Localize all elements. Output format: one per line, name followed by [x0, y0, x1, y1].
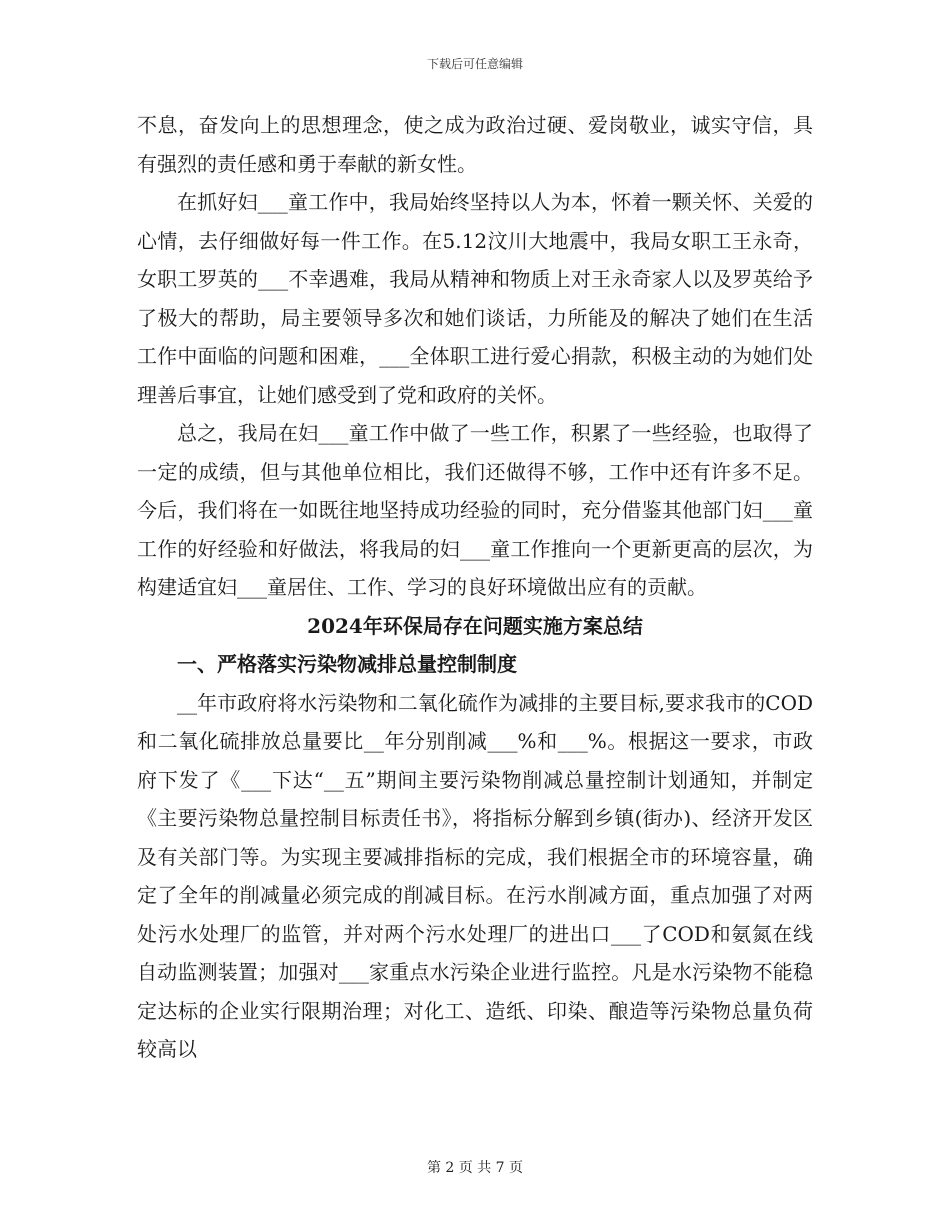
paragraph-emission-control: __年市政府将水污染物和二氧化硫作为减排的主要目标,要求我市的COD和二氧化硫排放总量要比__年分别削减___%和___%。根据这一要求，市政府下发了《___下达“__五”期间主要污染物削减总量控制计划通知，并制定《主要污染物总量控制目标责任书》，将指标分解到乡镇(街办)、经济开发区及有关部门等。为实现主要减排指标的完成，我们根据全市的环境容量，确定了全年的削减量必须完成的削减目标。在污水削减方面，重点加强了对两处污水处理厂的监管，并对两个污水处理厂的进出口___了COD和氨氮在线自动监测装置；加强对___家重点水污染企业进行监控。凡是水污染物不能稳定达标的企业实行限期治理；对化工、造纸、印染、酿造等污染物总量负荷较高以: [137, 690, 813, 1061]
paragraph-summary: 总之，我局在妇___童工作中做了一些工作，积累了一些经验，也取得了一定的成绩，但与其他单位相比，我们还做得不够，工作中还有许多不足。今后，我们将在一如既往地坚持成功经验的同时，充分借鉴其他部门妇___童工作的好经验和好做法，将我局的妇___童工作推向一个更新更高的层次，为构建适宜妇___童居住、工作、学习的良好环境做出应有的贡献。: [137, 421, 813, 599]
paragraph-care-work: 在抓好妇___童工作中，我局始终坚持以人为本，怀着一颗关怀、关爱的心情，去仔细做好每一件工作。在5.12汶川大地震中，我局女职工王永奇，女职工罗英的___不幸遇难，我局从精神和物质上对王永奇家人以及罗英给予了极大的帮助，局主要领导多次和她们谈话，力所能及的解决了她们在生活工作中面临的问题和困难，___全体职工进行爱心捐款，积极主动的为她们处理善后事宜，让她们感受到了党和政府的关怀。: [137, 190, 813, 407]
page-header: 下载后可任意编辑: [426, 57, 523, 71]
page-footer: 第 2 页 共 7 页: [426, 1160, 524, 1176]
section-subheading: 一、严格落实污染物减排总量控制制度: [177, 652, 517, 676]
section-title: 2024年环保局存在问题实施方案总结: [307, 613, 643, 638]
paragraph-continuation: 不息，奋发向上的思想理念，使之成为政治过硬、爱岗敬业，诚实守信，具有强烈的责任感和勇于奉献的新女性。: [137, 113, 813, 176]
document-body: [137, 106, 813, 1069]
